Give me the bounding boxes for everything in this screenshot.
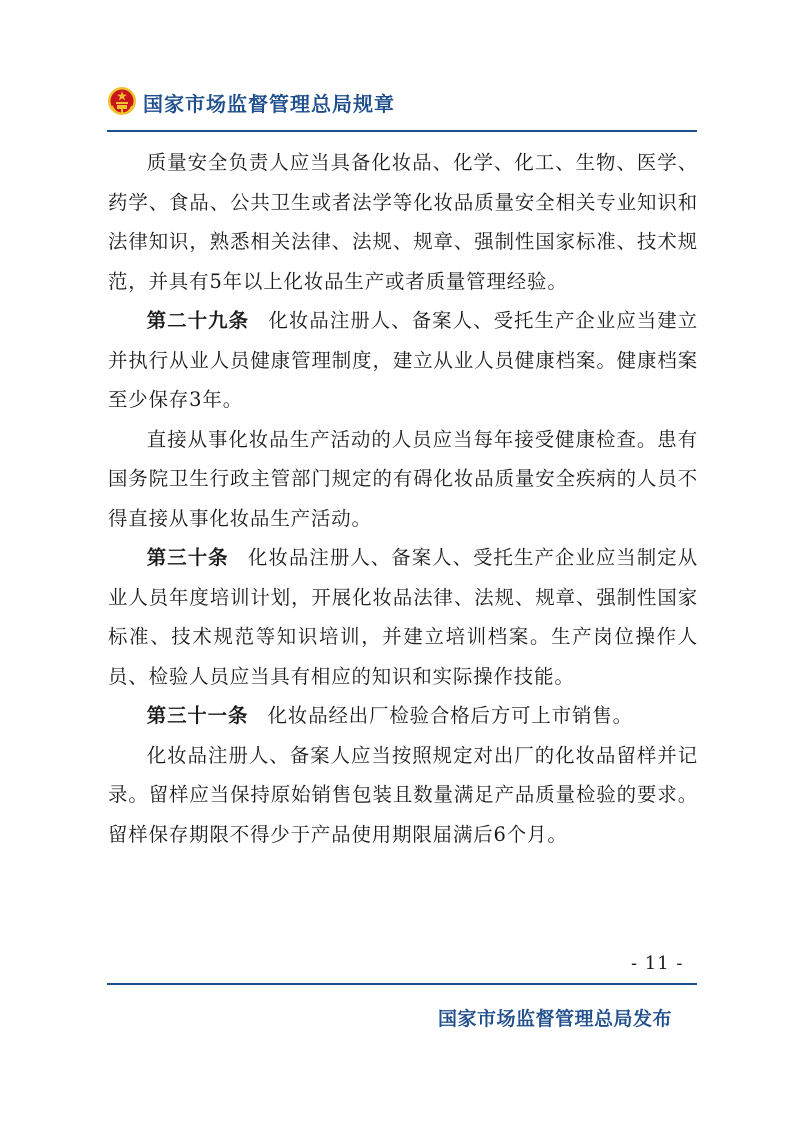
paragraph — [108, 420, 698, 539]
footer-divider — [107, 983, 697, 985]
header-title: 国家市场监督管理总局规章 — [143, 92, 395, 116]
article-number: 第三十一条 — [146, 704, 249, 727]
page-number: - 11 - — [631, 953, 684, 974]
paragraph — [108, 736, 698, 855]
header-divider — [107, 130, 697, 132]
paragraph-text: 直接从事化妆品生产活动的人员应当每年接受健康检查。患有国务院卫生行政主管部门规定的有碍化妆品质量安全疾病的人员不得直接从事化妆品生产活动。 — [108, 427, 698, 530]
article-number: 第二十九条 — [146, 309, 250, 332]
national-emblem-icon — [107, 86, 137, 116]
paragraph-text: 化妆品注册人、备案人、受托生产企业应当制定从业人员年度培训计划，开展化妆品法律、法规、规章、强制性国家标准、技术规范等知识培训，并建立培训档案。生产岗位操作人员、检验人员应当具有相应的知识和实际操作技能。 — [108, 546, 698, 688]
paragraph-text: 化妆品注册人、备案人、受托生产企业应当建立并执行从业人员健康管理制度，建立从业人员健康档案。健康档案至少保存3年。 — [108, 309, 699, 411]
paragraph — [108, 696, 698, 736]
paragraph — [108, 301, 698, 420]
article-number: 第三十条 — [146, 546, 229, 569]
document-body — [108, 143, 698, 854]
paragraph-text: 化妆品经出厂检验合格后方可上市销售。 — [267, 704, 633, 727]
document-header — [107, 84, 697, 124]
paragraph — [108, 538, 698, 696]
paragraph-text: 质量安全负责人应当具备化妆品、化学、化工、生物、医学、药学、食品、公共卫生或者法学等化妆品质量安全相关专业知识和法律知识，熟悉相关法律、法规、规章、强制性国家标准、技术规范，并具有5年以上化妆品生产或者质量管理经验。 — [108, 151, 698, 293]
footer-publisher: 国家市场监督管理总局发布 — [438, 1008, 673, 1030]
paragraph-text: 化妆品注册人、备案人应当按照规定对出厂的化妆品留样并记录。留样应当保持原始销售包装且数量满足产品质量检验的要求。留样保存期限不得少于产品使用期限届满后6个月。 — [108, 743, 698, 846]
paragraph — [108, 143, 698, 301]
